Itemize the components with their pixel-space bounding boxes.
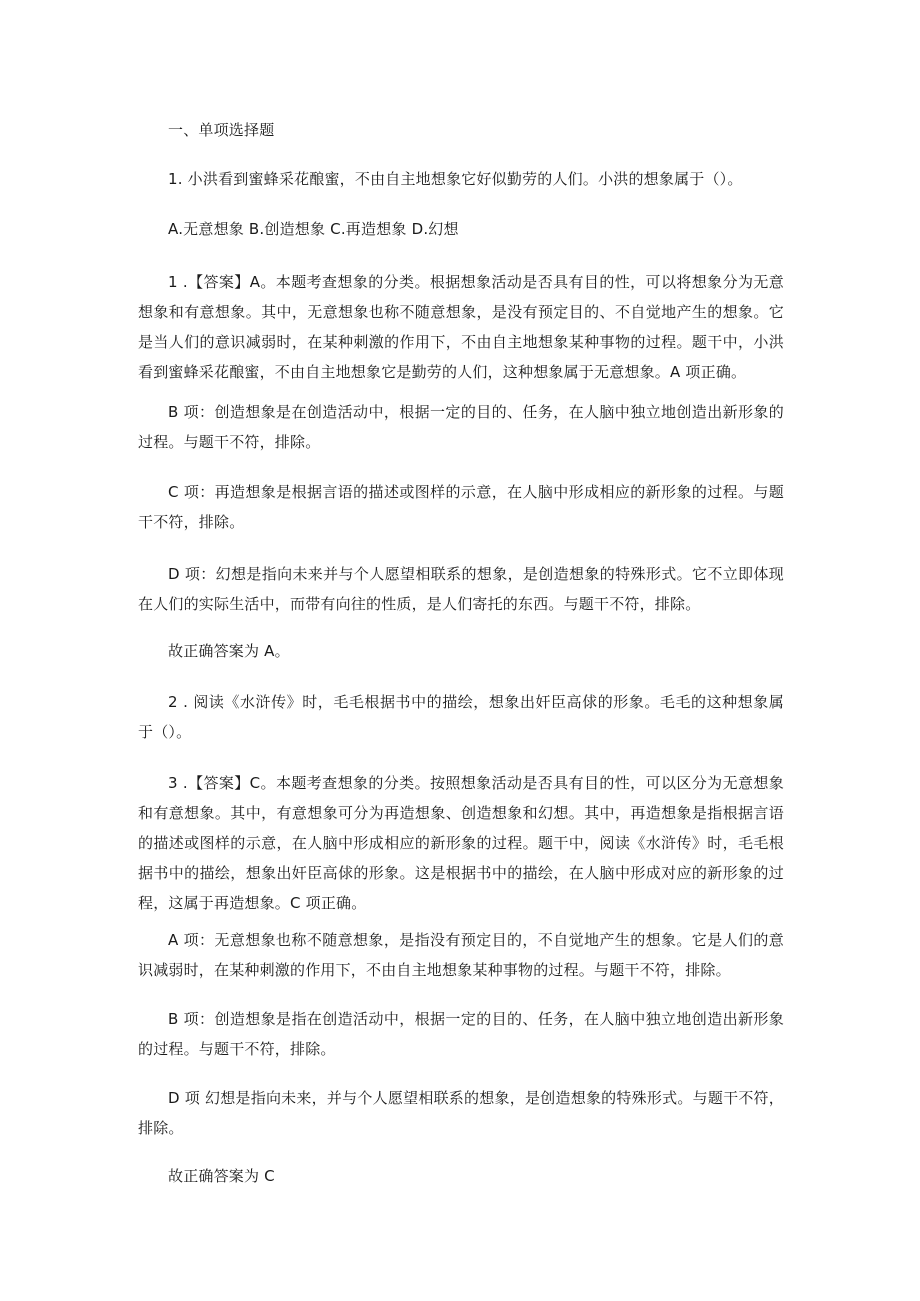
question-2-stem: 2 . 阅读《水浒传》时，毛毛根据书中的描绘，想象出奸臣高俅的形象。毛毛的这种想象属于（）。 <box>138 693 784 741</box>
question-1-options: A.无意想象 B.创造想象 C.再造想象 D.幻想 <box>168 220 459 238</box>
section-title: 一、单项选择题 <box>168 121 275 139</box>
question-2-conclusion: 故正确答案为 C <box>168 1167 275 1185</box>
question-1-conclusion: 故正确答案为 A。 <box>168 642 290 660</box>
question-1-option-c-explanation: C 项：再造想象是根据言语的描述或图样的示意，在人脑中形成相应的新形象的过程。与题干不符，排除。 <box>138 483 784 531</box>
question-2-option-b-explanation: B 项：创造想象是指在创造活动中，根据一定的目的、任务，在人脑中独立地创造出新形象的过程。与题干不符，排除。 <box>138 1010 784 1058</box>
question-2-answer-explanation: 3 .【答案】C。本题考查想象的分类。按照想象活动是否具有目的性，可以区分为无意想象和有意想象。其中，有意想象可分为再造想象、创造想象和幻想。其中，再造想象是指根据言语的描述或图样的示意，在人脑中形成相应的新形象的过程。题干中，阅读《水浒传》时，毛毛根据书中的描绘，想象出奸臣高俅的形象。这是根据书中的描绘，在人脑中形成对应的新形象的过程，这属于再造想象。C 项正确。 <box>138 774 784 912</box>
question-2-option-a-explanation: A 项：无意想象也称不随意想象，是指没有预定目的，不自觉地产生的想象。它是人们的意识减弱时，在某种刺激的作用下，不由自主地想象某种事物的过程。与题干不符，排除。 <box>138 931 784 979</box>
question-2-option-d-explanation: D 项 幻想是指向未来，并与个人愿望相联系的想象，是创造想象的特殊形式。与题干不符，排除。 <box>138 1089 784 1137</box>
question-1-option-d-explanation: D 项：幻想是指向未来并与个人愿望相联系的想象，是创造想象的特殊形式。它不立即体现在人们的实际生活中，而带有向往的性质，是人们寄托的东西。与题干不符，排除。 <box>138 565 784 613</box>
question-1-option-b-explanation: B 项：创造想象是在创造活动中，根据一定的目的、任务，在人脑中独立地创造出新形象的过程。与题干不符，排除。 <box>138 403 784 451</box>
question-1-answer-explanation: 1 .【答案】A。本题考查想象的分类。根据想象活动是否具有目的性，可以将想象分为无意想象和有意想象。其中，无意想象也称不随意想象，是没有预定目的、不自觉地产生的想象。它是当人们的意识减弱时，在某种刺激的作用下，不由自主地想象某种事物的过程。题干中，小洪看到蜜蜂采花酿蜜，不由自主地想象它是勤劳的人们，这种想象属于无意想象。A 项正确。 <box>138 273 784 381</box>
question-1-stem: 1. 小洪看到蜜蜂采花酿蜜，不由自主地想象它好似勤劳的人们。小洪的想象属于（）。 <box>168 170 743 188</box>
